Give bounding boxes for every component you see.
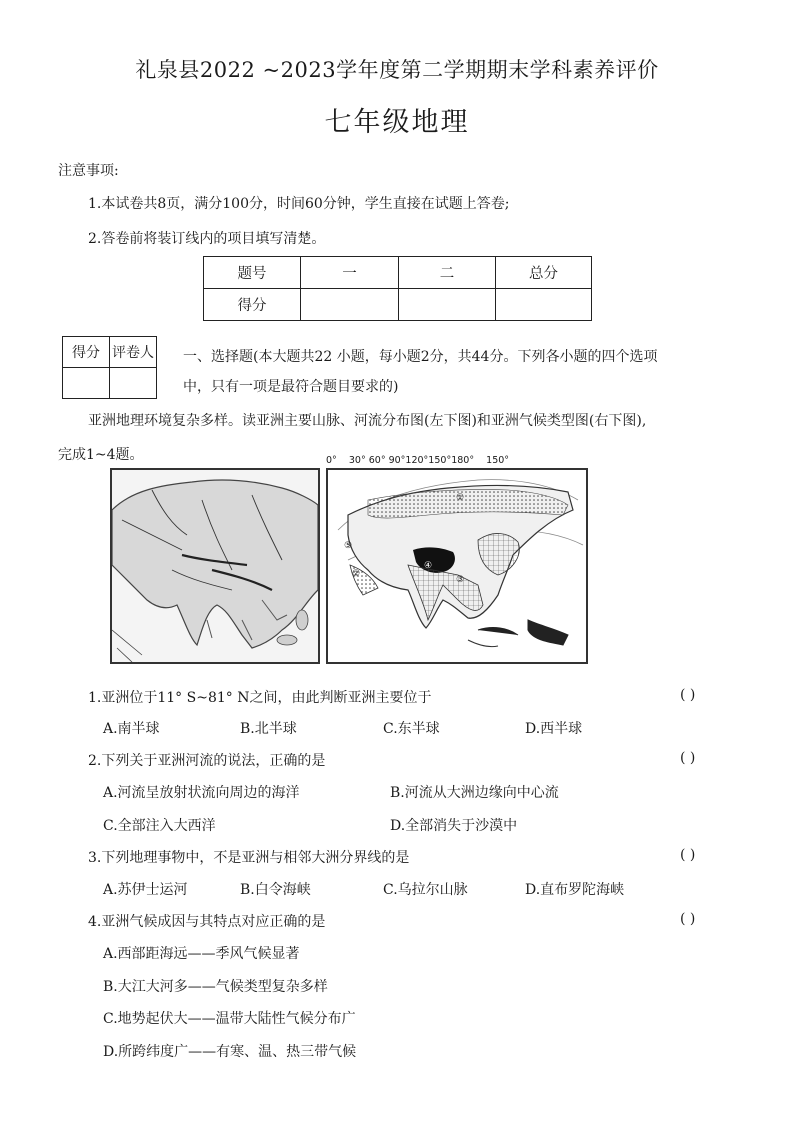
exam-title: 礼泉县2022 ~2023学年度第二学期期末学科素养评价	[135, 58, 659, 82]
option[interactable]: C.地势起伏大——温带大陆性气候分布广	[103, 1011, 356, 1027]
answer-paren[interactable]: ( )	[680, 911, 696, 927]
option[interactable]: A.南半球	[103, 721, 160, 737]
score-table-header: 总分	[496, 257, 592, 289]
grader-header: 得分	[63, 337, 110, 368]
grader-cell[interactable]	[110, 368, 157, 399]
climate-label: ④	[424, 561, 433, 571]
note-item: 2.答卷前将装订线内的项目填写清楚。	[88, 231, 326, 247]
climate-label: ①	[456, 493, 465, 503]
option[interactable]: C.乌拉尔山脉	[383, 882, 468, 898]
climate-label: ⑤	[344, 541, 353, 551]
score-table-row	[204, 289, 592, 321]
option[interactable]: A.河流呈放射状流向周边的海洋	[103, 785, 300, 801]
score-table	[203, 256, 592, 321]
question-stem: 2.下列关于亚洲河流的说法，正确的是	[88, 753, 326, 769]
grader-header: 评卷人	[110, 337, 157, 368]
question-stem: 4.亚洲气候成因与其特点对应正确的是	[88, 914, 326, 930]
section-heading-line1: 一、选择题(本大题共22 小题，每小题2分，共44分。下列各小题的四个选项	[183, 349, 658, 365]
score-table-header-row	[204, 257, 592, 289]
option[interactable]: C.东半球	[383, 721, 440, 737]
intro-line1: 亚洲地理环境复杂多样。读亚洲主要山脉、河流分布图(左下图)和亚洲气候类型图(右下图),	[88, 413, 647, 429]
answer-paren[interactable]: ( )	[680, 750, 696, 766]
score-table-header: 一	[301, 257, 399, 289]
score-cell[interactable]	[496, 289, 592, 321]
score-table-header: 题号	[204, 257, 301, 289]
option[interactable]: D.全部消失于沙漠中	[390, 818, 518, 834]
asia-climate-map	[326, 468, 588, 664]
option[interactable]: B.河流从大洲边缘向中心流	[390, 785, 559, 801]
grader-cell[interactable]	[63, 368, 110, 399]
longitude-labels: 0° 30° 60° 90°120°150°180° 150°	[326, 455, 510, 466]
grader-table	[62, 336, 157, 399]
asia-rivers-map-graphic	[112, 470, 318, 662]
score-cell[interactable]	[301, 289, 399, 321]
option[interactable]: B.大江大河多——气候类型复杂多样	[103, 979, 328, 995]
note-item: 1.本试卷共8页，满分100分，时间60分钟，学生直接在试题上答卷;	[88, 196, 510, 212]
option[interactable]: C.全部注入大西洋	[103, 818, 216, 834]
score-table-header: 二	[399, 257, 496, 289]
option[interactable]: B.北半球	[240, 721, 297, 737]
grader-table-header-row	[63, 337, 157, 368]
option[interactable]: A.西部距海远——季风气候显著	[103, 946, 300, 962]
climate-label: ③	[456, 575, 465, 585]
question-stem: 1.亚洲位于11° S~81° N之间，由此判断亚洲主要位于	[88, 690, 432, 706]
question-stem: 3.下列地理事物中，不是亚洲与相邻大洲分界线的是	[88, 850, 410, 866]
section-heading-line2: 中，只有一项是最符合题目要求的)	[183, 379, 399, 395]
intro-line2: 完成1~4题。	[58, 447, 144, 463]
exam-subtitle: 七年级地理	[324, 107, 470, 138]
score-row-label: 得分	[204, 289, 301, 321]
option[interactable]: B.白令海峡	[240, 882, 311, 898]
asia-climate-map-graphic	[328, 470, 586, 662]
option[interactable]: D.所跨纬度广——有寒、温、热三带气候	[103, 1044, 357, 1060]
climate-label: ②	[352, 569, 361, 579]
answer-paren[interactable]: ( )	[680, 847, 696, 863]
score-cell[interactable]	[399, 289, 496, 321]
option[interactable]: D.直布罗陀海峡	[525, 882, 625, 898]
answer-paren[interactable]: ( )	[680, 687, 696, 703]
option[interactable]: D.西半球	[525, 721, 583, 737]
asia-rivers-map	[110, 468, 320, 664]
grader-table-row	[63, 368, 157, 399]
option[interactable]: A.苏伊士运河	[103, 882, 188, 898]
notes-heading: 注意事项:	[58, 163, 119, 179]
